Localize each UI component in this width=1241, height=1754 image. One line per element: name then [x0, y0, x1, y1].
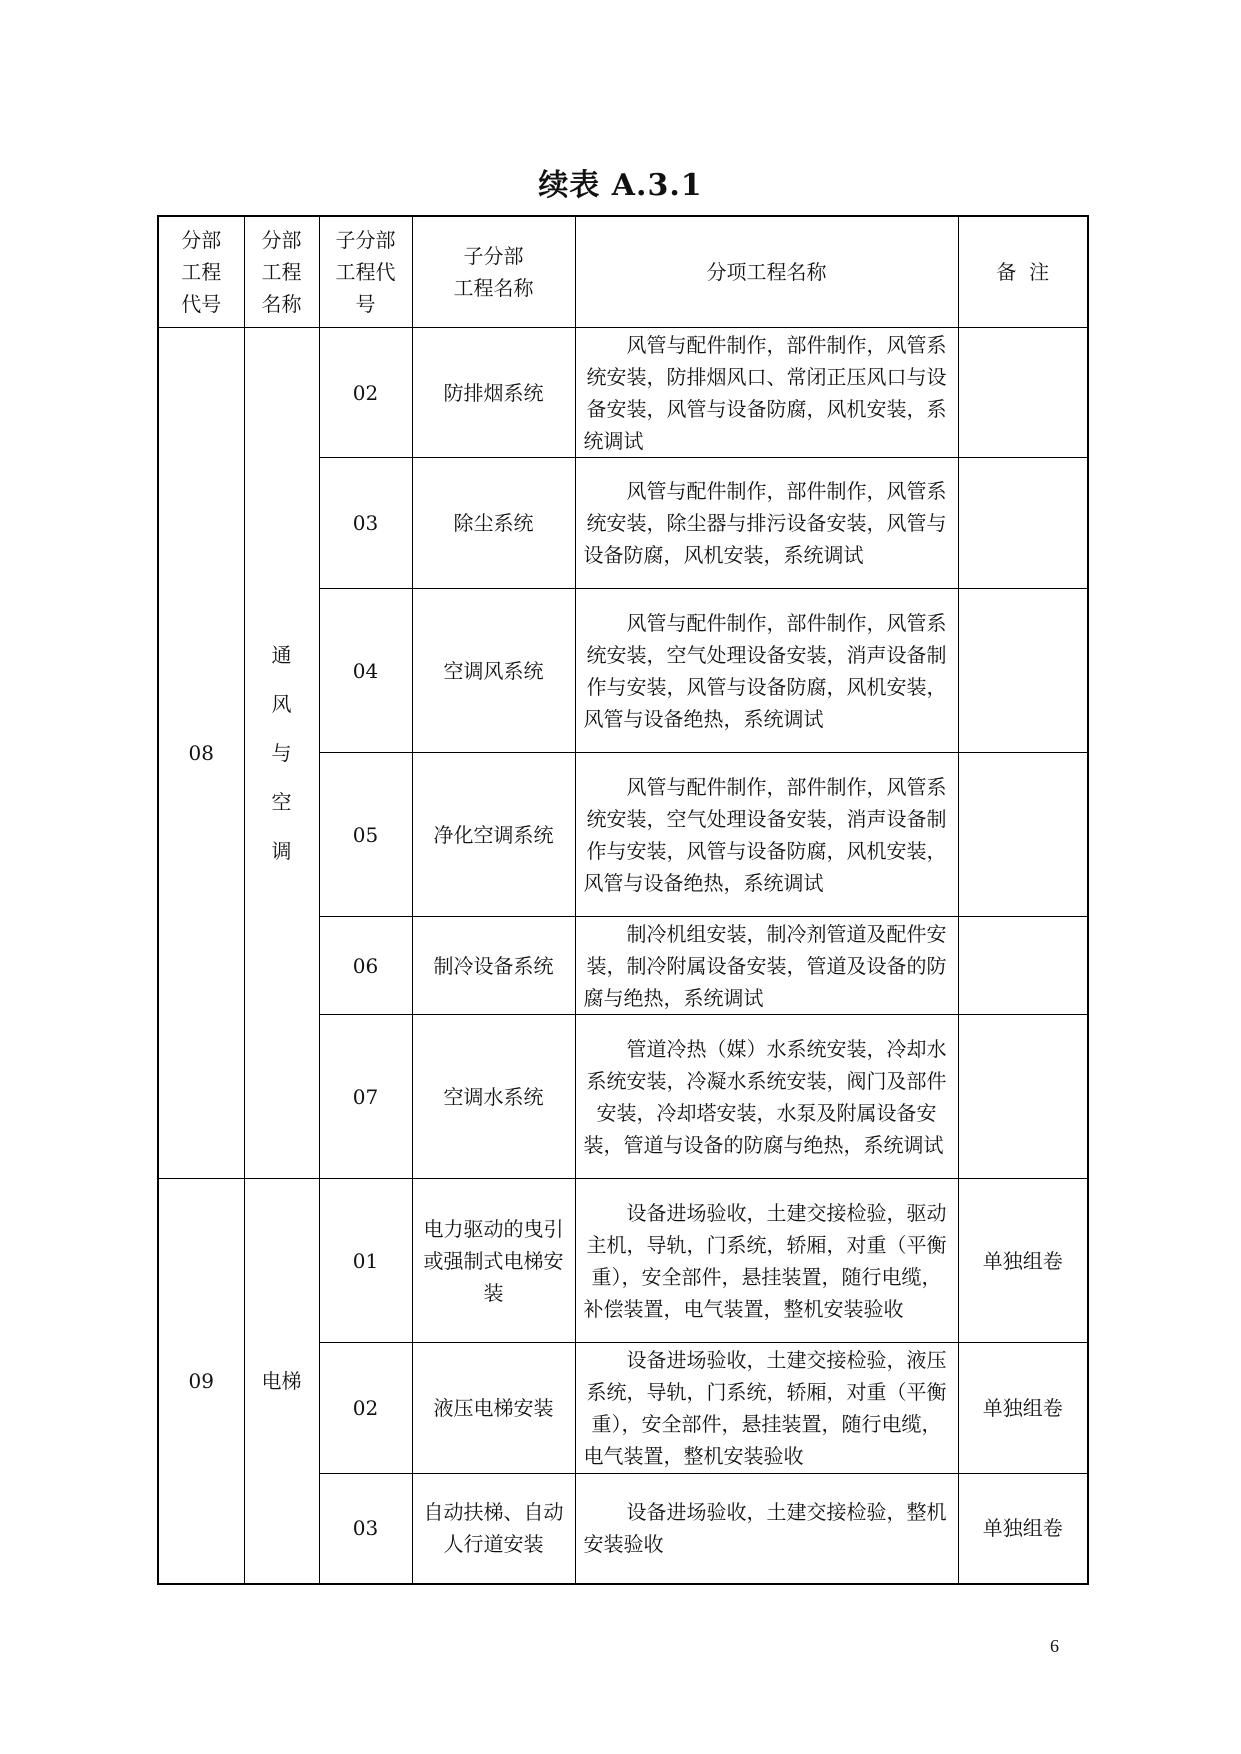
sub-name-cell: 空调水系统 [412, 1015, 575, 1179]
header-division-name: 分部 工程 名称 [244, 216, 319, 328]
note-cell [958, 753, 1088, 917]
items-cell: 制冷机组安装，制冷剂管道及配件安装，制冷附属设备安装，管道及设备的防腐与绝热，系统调试 [575, 917, 958, 1015]
division-name-cell: 通 风 与 空 调 [244, 328, 319, 1179]
items-cell: 设备进场验收，土建交接检验，整机安装验收 [575, 1474, 958, 1584]
note-cell: 单独组卷 [958, 1343, 1088, 1474]
items-cell: 风管与配件制作，部件制作，风管系统安装，空气处理设备安装，消声设备制作与安装，风管与设备防腐，风机安装，风管与设备绝热，系统调试 [575, 589, 958, 753]
items-cell: 设备进场验收，土建交接检验，液压系统，导轨，门系统，轿厢，对重（平衡重），安全部件，悬挂装置，随行电缆，电气装置，整机安装验收 [575, 1343, 958, 1474]
division-code-cell: 09 [158, 1179, 244, 1584]
table-title: 续表 A.3.1 [538, 168, 703, 203]
header-division-code: 分部 工程 代号 [158, 216, 244, 328]
sub-name-cell: 空调风系统 [412, 589, 575, 753]
subdivision-table [157, 215, 1089, 1585]
note-cell [958, 328, 1088, 458]
sub-code-cell: 03 [319, 1474, 412, 1584]
sub-code-cell: 05 [319, 753, 412, 917]
header-remarks: 备 注 [958, 216, 1088, 328]
note-cell: 单独组卷 [958, 1474, 1088, 1584]
note-cell [958, 917, 1088, 1015]
note-cell [958, 1015, 1088, 1179]
header-subdivision-name: 子分部 工程名称 [412, 216, 575, 328]
sub-name-cell: 防排烟系统 [412, 328, 575, 458]
sub-name-cell: 净化空调系统 [412, 753, 575, 917]
sub-code-cell: 06 [319, 917, 412, 1015]
note-cell [958, 458, 1088, 589]
division-code-cell: 08 [158, 328, 244, 1179]
items-cell: 设备进场验收，土建交接检验，驱动主机，导轨，门系统，轿厢，对重（平衡重），安全部件，悬挂装置，随行电缆，补偿装置，电气装置，整机安装验收 [575, 1179, 958, 1343]
sub-name-cell: 液压电梯安装 [412, 1343, 575, 1474]
sub-code-cell: 04 [319, 589, 412, 753]
note-cell [958, 589, 1088, 753]
items-cell: 风管与配件制作，部件制作，风管系统安装，防排烟风口、常闭正压风口与设备安装，风管与设备防腐，风机安装，系统调试 [575, 328, 958, 458]
header-subdivision-code: 子分部 工程代 号 [319, 216, 412, 328]
note-cell: 单独组卷 [958, 1179, 1088, 1343]
items-cell: 管道冷热（媒）水系统安装，冷却水系统安装，冷凝水系统安装，阀门及部件安装，冷却塔安装，水泵及附属设备安装，管道与设备的防腐与绝热，系统调试 [575, 1015, 958, 1179]
sub-code-cell: 02 [319, 328, 412, 458]
header-item-names: 分项工程名称 [575, 216, 958, 328]
items-cell: 风管与配件制作，部件制作，风管系统安装，空气处理设备安装，消声设备制作与安装，风管与设备防腐，风机安装，风管与设备绝热，系统调试 [575, 753, 958, 917]
table-row [158, 328, 1088, 458]
sub-code-cell: 03 [319, 458, 412, 589]
items-cell: 风管与配件制作，部件制作，风管系统安装，除尘器与排污设备安装，风管与设备防腐，风机安装，系统调试 [575, 458, 958, 589]
division-name-cell: 电梯 [244, 1179, 319, 1584]
sub-code-cell: 02 [319, 1343, 412, 1474]
sub-name-cell: 制冷设备系统 [412, 917, 575, 1015]
table-header-row [158, 216, 1088, 328]
sub-name-cell: 自动扶梯、自动人行道安装 [412, 1474, 575, 1584]
sub-name-cell: 除尘系统 [412, 458, 575, 589]
sub-name-cell: 电力驱动的曳引或强制式电梯安装 [412, 1179, 575, 1343]
page-number: 6 [1050, 1636, 1059, 1656]
sub-code-cell: 07 [319, 1015, 412, 1179]
sub-code-cell: 01 [319, 1179, 412, 1343]
table-row [158, 1179, 1088, 1343]
